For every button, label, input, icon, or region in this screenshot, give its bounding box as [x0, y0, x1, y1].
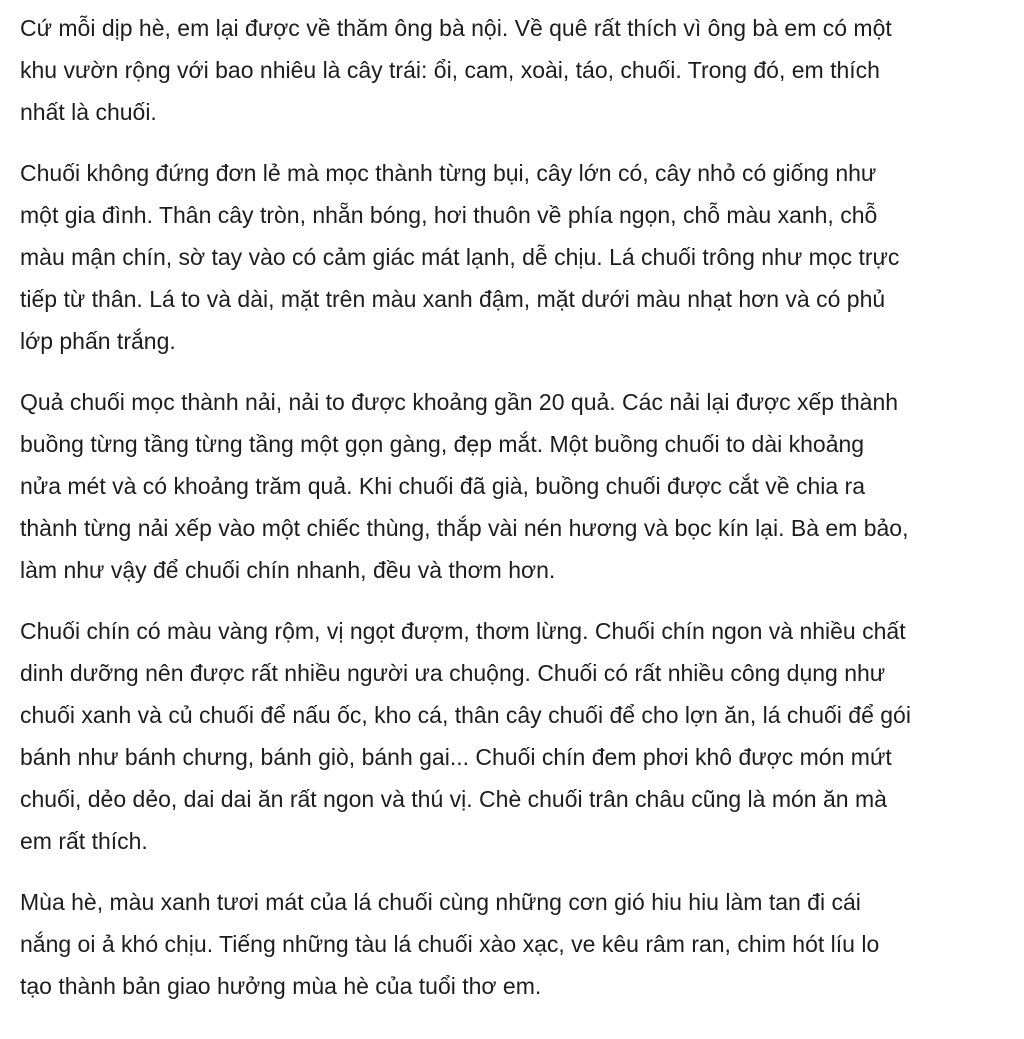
text-line: em rất thích.: [20, 828, 148, 854]
text-line: làm như vậy để chuối chín nhanh, đều và thơm hơn.: [20, 557, 556, 583]
paragraph-1: [20, 7, 1020, 133]
text-line: Chuối chín có màu vàng rộm, vị ngọt đượm, thơm lừng. Chuối chín ngon và nhiều chất: [20, 618, 906, 644]
text-line: một gia đình. Thân cây tròn, nhẵn bóng, hơi thuôn về phía ngọn, chỗ màu xanh, chỗ: [20, 202, 878, 228]
paragraph-2: [20, 152, 1020, 362]
paragraph-4: [20, 610, 1020, 862]
text-line: Quả chuối mọc thành nải, nải to được khoảng gần 20 quả. Các nải lại được xếp thành: [20, 389, 899, 415]
text-line: bánh như bánh chưng, bánh giò, bánh gai... Chuối chín đem phơi khô được món mứt: [20, 744, 892, 770]
text-line: nửa mét và có khoảng trăm quả. Khi chuối đã già, buồng chuối được cắt về chia ra: [20, 473, 865, 499]
text-line: tạo thành bản giao hưởng mùa hè của tuổi thơ em.: [20, 973, 542, 999]
text-line: chuối, dẻo dẻo, dai dai ăn rất ngon và thú vị. Chè chuối trân châu cũng là món ăn mà: [20, 786, 887, 812]
text-line: dinh dưỡng nên được rất nhiều người ưa chuộng. Chuối có rất nhiều công dụng như: [20, 660, 886, 686]
paragraph-5: [20, 881, 1020, 1007]
text-line: nắng oi ả khó chịu. Tiếng những tàu lá chuối xào xạc, ve kêu râm ran, chim hót líu lo: [20, 931, 880, 957]
text-line: Chuối không đứng đơn lẻ mà mọc thành từng bụi, cây lớn có, cây nhỏ có giống như: [20, 160, 877, 186]
text-line: Mùa hè, màu xanh tươi mát của lá chuối cùng những cơn gió hiu hiu làm tan đi cái: [20, 889, 861, 915]
text-line: buồng từng tầng từng tầng một gọn gàng, đẹp mắt. Một buồng chuối to dài khoảng: [20, 431, 865, 457]
text-line: tiếp từ thân. Lá to và dài, mặt trên màu xanh đậm, mặt dưới màu nhạt hơn và có phủ: [20, 286, 886, 312]
paragraph-3: [20, 381, 1020, 591]
text-line: nhất là chuối.: [20, 99, 157, 125]
text-line: khu vườn rộng với bao nhiêu là cây trái: ổi, cam, xoài, táo, chuối. Trong đó, em thích: [20, 57, 880, 83]
text-line: Cứ mỗi dịp hè, em lại được về thăm ông bà nội. Về quê rất thích vì ông bà em có một: [20, 15, 892, 41]
text-line: chuối xanh và củ chuối để nấu ốc, kho cá, thân cây chuối để cho lợn ăn, lá chuối để gói: [20, 702, 911, 728]
text-line: màu mận chín, sờ tay vào có cảm giác mát lạnh, dễ chịu. Lá chuối trông như mọc trực: [20, 244, 900, 270]
essay-body: [20, 7, 1020, 1026]
text-line: thành từng nải xếp vào một chiếc thùng, thắp vài nén hương và bọc kín lại. Bà em bảo,: [20, 515, 909, 541]
text-line: lớp phấn trắng.: [20, 328, 176, 354]
